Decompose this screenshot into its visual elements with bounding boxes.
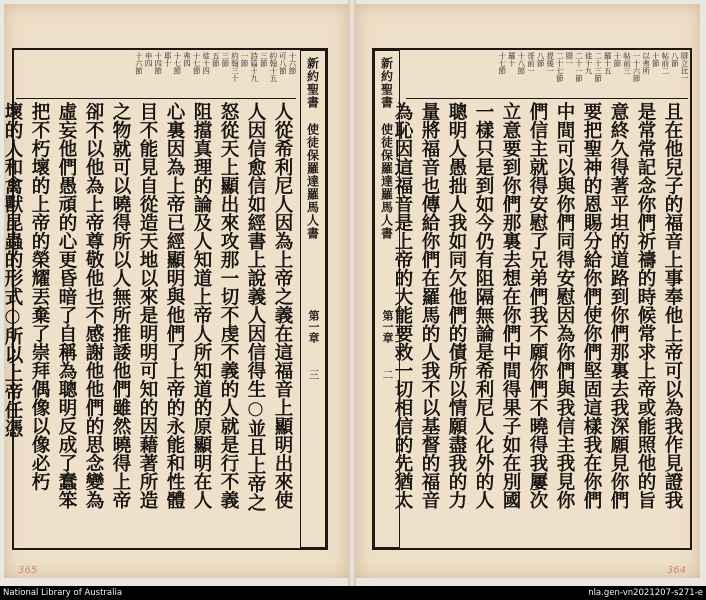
marginal-note: 一十六節 xyxy=(632,52,642,82)
text-column: 要把聖神的恩賜分給你們使你們堅固這樣我在你們 xyxy=(581,102,602,509)
marginal-note: 三節 xyxy=(220,52,230,67)
text-column: 為恥因這福音是上帝的大能要救一切相信的先猶太 xyxy=(392,102,413,509)
text-column: 心裏因為上帝已經顯明與他們了上帝的永能和性體 xyxy=(164,102,185,509)
marginal-note: 二十一節 xyxy=(574,52,584,82)
text-column: 立意要到你們那裏去想在你們中間得果子如在別國 xyxy=(500,102,521,509)
left-running-head: 新約聖書 xyxy=(305,57,320,109)
marginal-note: 八節 xyxy=(536,52,546,67)
marginal-note: 約翰三十 xyxy=(230,52,240,82)
marginal-note: 申四 xyxy=(144,52,154,67)
right-pencil-mark: 364 xyxy=(666,565,686,576)
marginal-note: 一節 xyxy=(240,52,250,67)
text-column: 們信主就得安慰了兄弟們我不願你們不曉得我屢次 xyxy=(527,102,548,509)
marginal-note: 帖前二 xyxy=(660,52,670,75)
right-chapter: 第一章 xyxy=(381,310,394,343)
marginal-note: 以弗所 xyxy=(641,52,651,75)
marginal-note: 十六節 xyxy=(134,52,144,75)
text-column: 人因信愈信如經書上說義人因信得生○並且上帝之 xyxy=(245,102,266,512)
credit-bar xyxy=(0,586,706,600)
marginal-note: 十七節 xyxy=(172,52,182,75)
marginal-note: 弗四 xyxy=(182,52,192,67)
left-chapter: 第一章 xyxy=(307,310,320,343)
text-column: 卻不以他為上帝尊敬他也不感謝他他們的思念變為 xyxy=(83,102,104,509)
marginal-note: 二十三節 xyxy=(593,52,603,82)
book-spine xyxy=(348,0,356,586)
marginal-note: 約翰十五 xyxy=(268,52,278,82)
marginal-note: 三節 xyxy=(259,52,269,67)
text-column: 目不能見自從造天地以來是明明可知的因藉著所造 xyxy=(137,102,158,509)
left-book-title: 使徒保羅達羅馬人書 xyxy=(305,123,320,240)
left-page xyxy=(4,4,348,578)
marginal-note: 十七節 xyxy=(497,52,507,75)
right-book-title: 使徒保羅達羅馬人書 xyxy=(379,123,394,240)
marginal-note: 十節 xyxy=(651,52,661,67)
left-page-number: 三 xyxy=(307,369,320,380)
credit-library: National Library of Australia xyxy=(3,588,123,598)
text-column: 中間可以與你們同得安慰因為你們與我信主我見你 xyxy=(554,102,575,509)
right-text-frame xyxy=(372,48,692,550)
text-column: 量將福音也傳給你們在羅馬的人我不以基督的福音 xyxy=(419,102,440,509)
left-body-text xyxy=(2,102,296,546)
left-running-head-strip xyxy=(300,50,326,548)
marginal-note: 十八節 xyxy=(516,52,526,75)
credit-identifier: nla.gen-vn2021207-s271-e xyxy=(588,588,703,598)
text-column: 是常常記念你們祈禱的時候常求上帝或能照他的旨 xyxy=(635,102,656,509)
left-pencil-mark: 365 xyxy=(18,565,38,576)
text-column: 人從希利尼人因為上帝之義在這福音上顯明出來使 xyxy=(272,102,293,509)
text-column: 聰明人愚拙人我如同欠他們的債所以情願盡我的力 xyxy=(446,102,467,509)
marginal-note: 帖前三 xyxy=(622,52,632,75)
marginal-note: 十節 xyxy=(612,52,622,67)
right-running-head: 新約聖書 xyxy=(379,57,394,109)
marginal-note: 羅十五 xyxy=(603,52,613,75)
text-column: 壞的人和禽獸昆蟲的形式○所以上帝任憑 xyxy=(2,102,23,438)
right-page-number: 二 xyxy=(381,369,394,380)
right-marginal-notes xyxy=(406,52,688,99)
marginal-note: 哥前一 xyxy=(526,52,536,75)
left-text-frame xyxy=(2,48,328,550)
text-column: 把不朽壞的上帝的榮耀丟棄了崇拜偶像以像必朽 xyxy=(29,102,50,491)
right-running-head-strip xyxy=(374,50,400,548)
marginal-note: 十六節 xyxy=(288,52,297,75)
text-column: 意終久得著平坦的道路到你們那裏去我深願見你們 xyxy=(608,102,629,509)
marginal-note: 十七節 xyxy=(192,52,202,75)
marginal-note: 詩篇十九 xyxy=(249,52,259,82)
marginal-note: 耶十 xyxy=(163,52,173,67)
marginal-note: 腓立比一 xyxy=(680,52,689,82)
left-marginal-notes xyxy=(16,52,296,99)
right-page xyxy=(356,4,700,578)
marginal-note: 提後一 xyxy=(545,52,555,75)
marginal-note: 二十七節 xyxy=(555,52,565,82)
marginal-note: 五節 xyxy=(211,52,221,67)
marginal-note: 羅十 xyxy=(507,52,517,67)
marginal-note: 徒十九 xyxy=(584,52,594,75)
text-column: 且在他兒子的福音上事奉他上帝可以為我作見證我 xyxy=(662,102,683,509)
right-body-text xyxy=(392,102,686,546)
text-column: 一樣只是到如今仍有阻隔無論是希利尼人化外的人 xyxy=(473,102,494,509)
text-column: 怒從天上顯出來攻那一切不虔不義的人就是行不義 xyxy=(218,102,239,509)
marginal-note: 徒十四 xyxy=(201,52,211,75)
marginal-note: 腓一 xyxy=(564,52,574,67)
marginal-note: 可八節 xyxy=(278,52,288,75)
text-column: 阻擋真理的論及人知道上帝人所知道的原顯明在人 xyxy=(191,102,212,509)
text-column: 之物就可以曉得所以人無所推諉他們雖然曉得上帝 xyxy=(110,102,131,509)
text-column: 虛妄他們愚頑的心更昏暗了自稱為聰明反成了蠢笨 xyxy=(56,102,77,509)
marginal-note: 十四節 xyxy=(153,52,163,75)
marginal-note: 八節 xyxy=(670,52,680,67)
